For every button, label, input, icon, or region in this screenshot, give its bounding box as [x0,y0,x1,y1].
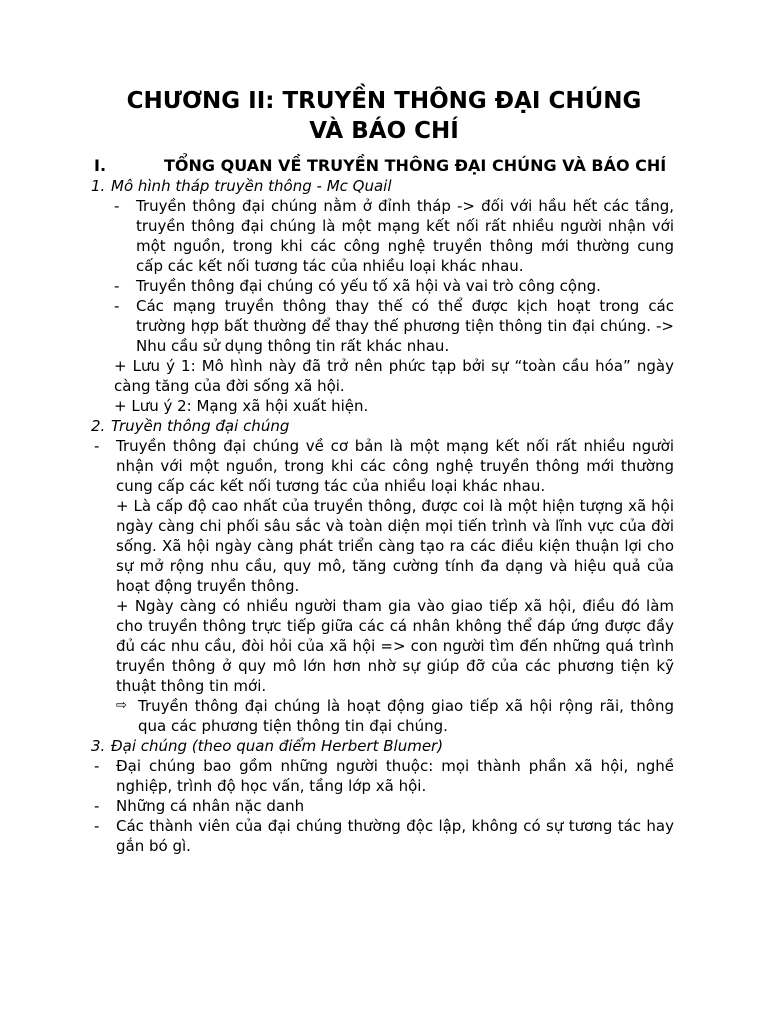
subsection-title: Đại chúng (theo quan điểm Herbert Blumer) [111,737,444,755]
subsection-title: Truyền thông đại chúng [111,417,290,435]
plus-paragraph: + Là cấp độ cao nhất của truyền thông, được coi là một hiện tượng xã hội ngày càng chi phối sâu sắc và toàn diện mọi tiến trình và lĩnh vực của đời sống. Xã hội ngày càng phát triển càng tạo ra các điều kiện thuận lợi cho sự mở rộng nhu cầu, quy mô, tăng cường tính đa dạng và hiệu quả của hoạt động truyền thông. [116,497,674,595]
list-item-text: Truyền thông đại chúng có yếu tố xã hội và vai trò công cộng. [136,277,601,295]
document-body [91,156,674,856]
list-item-text: Các mạng truyền thông thay thế có thể được kịch hoạt trong các trường hợp bất thường để thay thế phương tiện thông tin đại chúng. -> Nhu cầu sử dụng thông tin rất khác nhau. [136,297,674,355]
list-item [94,276,674,296]
dash-bullet: - [94,817,100,835]
list-item [94,436,674,496]
list-item [94,196,674,276]
chapter-title-line-1: CHƯƠNG II: TRUYỀN THÔNG ĐẠI CHÚNG [126,88,642,114]
list-item-text: Đại chúng bao gồm những người thuộc: mọi thành phần xã hội, nghề nghiệp, trình độ học vấn, tầng lớp xã hội. [116,757,674,795]
subsection-heading [91,736,674,756]
subsection-number: 1. [91,177,106,195]
note-paragraph: + Lưu ý 2: Mạng xã hội xuất hiện. [114,397,369,415]
section-number: I. [94,156,107,175]
dash-bullet: - [114,197,120,215]
dash-bullet: - [94,437,100,455]
chapter-title [80,86,688,146]
conclusion-item [94,696,674,736]
conclusion-text: Truyền thông đại chúng là hoạt động giao tiếp xã hội rộng rãi, thông qua các phương tiện thông tin đại chúng. [138,697,674,735]
subsection-number: 3. [91,737,106,755]
section-heading [94,156,674,176]
subsection-heading [91,416,674,436]
subsection-title: Mô hình tháp truyền thông - Mc Quail [111,177,392,195]
list-item-text: Những cá nhân nặc danh [116,797,305,815]
dash-bullet: - [114,297,120,315]
note-paragraph: + Lưu ý 1: Mô hình này đã trở nên phức tạp bởi sự “toàn cầu hóa” ngày càng tăng của đời sống xã hội. [114,357,674,395]
list-item [94,296,674,356]
dash-bullet: - [94,797,100,815]
dash-bullet: - [94,757,100,775]
list-item-text: Các thành viên của đại chúng thường độc lập, không có sự tương tác hay gắn bó gì. [116,817,674,855]
list-item [94,816,674,856]
dash-bullet: - [114,277,120,295]
list-item-text: Truyền thông đại chúng nằm ở đỉnh tháp -> đối với hầu hết các tầng, truyền thông đại chúng là một mạng kết nối rất nhiều người nhận với một nguồn, trong khi các công nghệ truyền thông mới thường cung cấp các kết nối tương tác của nhiều loại khác nhau. [136,197,674,275]
list-item [94,756,674,796]
right-arrow-icon: ⇨ [116,698,127,713]
subsection-heading [91,176,674,196]
section-title: TỔNG QUAN VỀ TRUYỀN THÔNG ĐẠI CHÚNG VÀ BÁO CHÍ [164,156,667,175]
plus-paragraph: + Ngày càng có nhiều người tham gia vào giao tiếp xã hội, điều đó làm cho truyền thông trực tiếp giữa các cá nhân không thể đáp ứng được đầy đủ các nhu cầu, đòi hỏi của xã hội => con người tìm đến những quá trình truyền thông ở quy mô lớn hơn nhờ sự giúp đỡ của các phương tiện kỹ thuật thông tin mới. [116,597,674,695]
list-item-text: Truyền thông đại chúng về cơ bản là một mạng kết nối rất nhiều người nhận với một nguồn, trong khi các công nghệ truyền thông mới thường cung cấp các kết nối tương tác của nhiều loại khác nhau. [116,437,674,495]
subsection-number: 2. [91,417,106,435]
list-item [94,796,674,816]
chapter-title-line-2: VÀ BÁO CHÍ [309,118,459,144]
